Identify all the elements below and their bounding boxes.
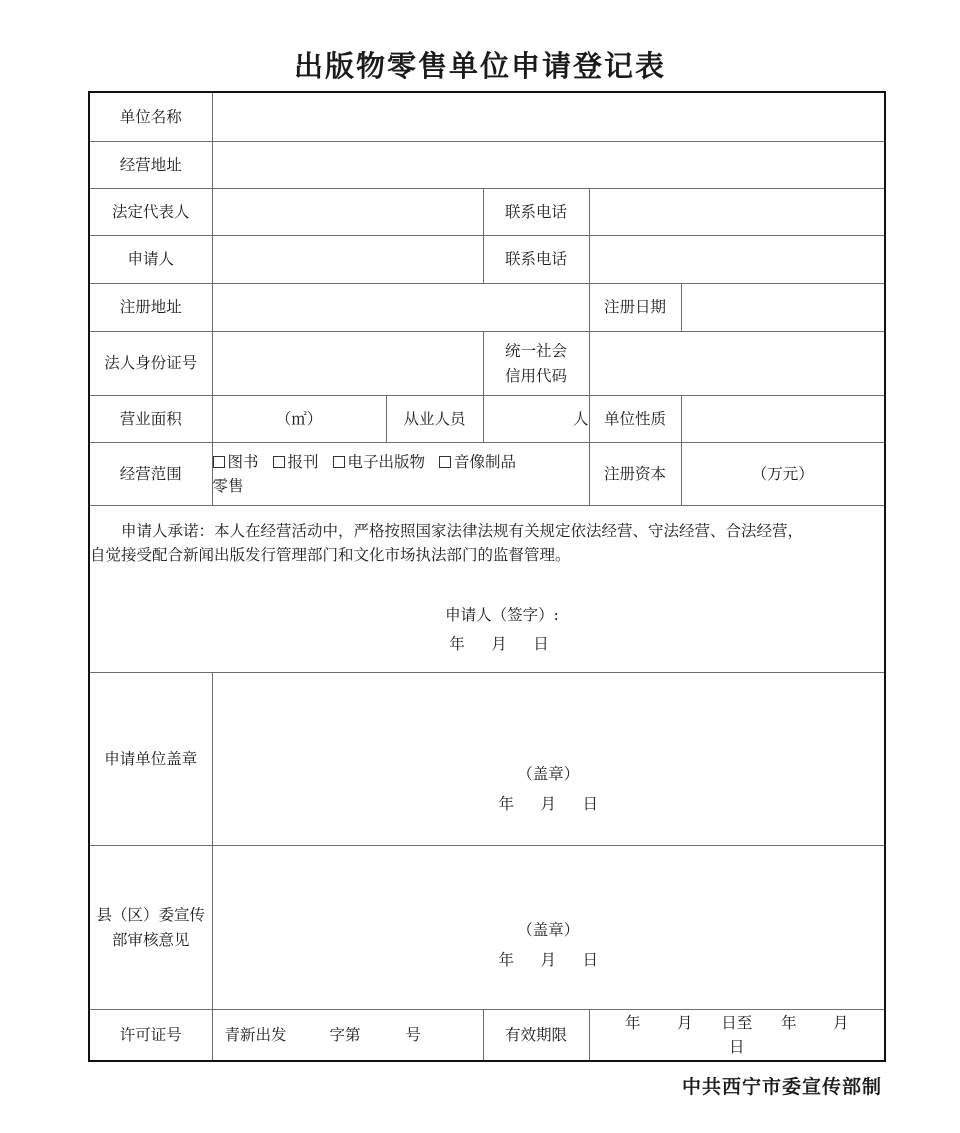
review-opinion-content [213, 846, 885, 1009]
registered-address-label: 注册地址 [89, 284, 212, 332]
date-day-label: 日 [582, 950, 598, 969]
unit-nature-label: 单位性质 [589, 396, 681, 443]
scope-suffix: 零售 [212, 477, 244, 495]
credit-code-label-line1: 统一社会 [504, 342, 567, 361]
registration-date-label: 注册日期 [589, 284, 681, 332]
date-month-label: 月 [491, 635, 507, 654]
table-row-legal-id [89, 332, 885, 396]
checkbox-icon[interactable] [273, 456, 285, 468]
registered-capital-label: 注册资本 [589, 443, 681, 506]
staff-count-unit: 人 [572, 409, 589, 428]
unit-nature-value[interactable] [681, 396, 885, 443]
page-title: 出版物零售单位申请登记表 [293, 49, 666, 83]
date-month-label: 月 [540, 950, 556, 969]
license-number-label: 许可证号 [89, 1010, 212, 1062]
registration-form-table [88, 91, 886, 1062]
scope-option-label: 电子出版物 [347, 452, 426, 471]
date-year-label: 年 [498, 950, 514, 969]
review-opinion-area[interactable] [212, 846, 885, 1010]
license-number-mid: 字第 [329, 1025, 361, 1044]
registered-capital-value[interactable] [681, 443, 885, 506]
date-year-label: 年 [449, 635, 465, 654]
valid-period-month-start: 月 [676, 1013, 693, 1032]
registration-date-value[interactable] [681, 284, 885, 332]
scope-option-label: 图书 [227, 452, 259, 471]
staff-count-label: 从业人员 [386, 396, 483, 443]
license-number-value[interactable] [212, 1010, 483, 1062]
table-row-registered-address [89, 284, 885, 332]
table-row-area-staff [89, 396, 885, 443]
table-row-unit-name [89, 92, 885, 142]
valid-period-label: 有效期限 [483, 1010, 589, 1062]
applicant-seal-area[interactable] [212, 673, 885, 846]
applicant-phone-value[interactable] [589, 236, 885, 284]
business-scope-label: 经营范围 [89, 443, 212, 506]
scope-option-audiovisual[interactable] [439, 453, 516, 471]
table-row-review-opinion [89, 846, 885, 1010]
table-row-business-address [89, 142, 885, 189]
applicant-seal-date[interactable] [485, 790, 611, 819]
table-row-license-number [89, 1010, 885, 1062]
issuing-authority-footer: 中共西宁市委宣传部制 [681, 1076, 882, 1098]
review-seal-date[interactable] [485, 946, 611, 975]
business-address-value[interactable] [212, 142, 885, 189]
unit-name-value[interactable] [212, 92, 885, 142]
business-address-label: 经营地址 [89, 142, 212, 189]
applicant-seal-text: （盖章） [517, 765, 580, 784]
registered-address-value[interactable] [212, 284, 589, 332]
license-number-suffix: 号 [405, 1025, 422, 1044]
credit-code-label [483, 332, 589, 396]
credit-code-label-line2: 信用代码 [504, 366, 567, 385]
table-row-applicant-seal [89, 673, 885, 846]
valid-period-month-end: 月 [832, 1013, 849, 1032]
business-scope-options[interactable] [212, 443, 589, 506]
license-number-prefix: 青新出发 [224, 1025, 287, 1044]
table-row-applicant [89, 236, 885, 284]
applicant-signature-date[interactable] [90, 630, 884, 659]
table-row-legal-representative [89, 189, 885, 236]
table-row-business-scope [89, 443, 885, 506]
applicant-signature-label[interactable]: 申请人（签字）: [445, 605, 559, 624]
scope-option-newspapers[interactable] [273, 453, 319, 471]
registered-capital-unit: （万元） [751, 464, 814, 483]
checkbox-icon[interactable] [439, 456, 451, 468]
applicant-seal-content [213, 673, 885, 845]
business-area-value[interactable] [212, 396, 386, 443]
table-row-commitment [89, 506, 885, 673]
checkbox-icon[interactable] [333, 456, 345, 468]
review-opinion-label-line1: 县（区）委宣传 [96, 906, 205, 925]
business-area-unit: （㎡） [275, 409, 323, 428]
valid-period-year-end: 年 [780, 1013, 797, 1032]
date-day-label: 日 [533, 635, 549, 654]
scope-option-electronic[interactable] [333, 453, 426, 471]
scope-option-books[interactable] [213, 453, 259, 471]
review-seal-text: （盖章） [517, 921, 580, 940]
legal-id-value[interactable] [212, 332, 483, 396]
legal-representative-value[interactable] [212, 189, 483, 236]
review-opinion-label-line2: 部审核意见 [111, 930, 190, 949]
applicant-signature-block [90, 601, 884, 660]
commitment-line-1: 申请人承诺：本人在经营活动中，严格按照国家法律法规有关规定依法经营、守法经营、合法经营， [121, 521, 804, 540]
review-opinion-label [89, 846, 212, 1010]
business-area-label: 营业面积 [89, 396, 212, 443]
legal-representative-phone-value[interactable] [589, 189, 885, 236]
staff-count-value[interactable] [483, 396, 589, 443]
date-month-label: 月 [540, 794, 556, 813]
scope-option-label: 报刊 [287, 452, 319, 471]
applicant-seal-label: 申请单位盖章 [89, 673, 212, 846]
applicant-phone-label: 联系电话 [483, 236, 589, 284]
commitment-block [89, 506, 885, 673]
unit-name-label: 单位名称 [89, 92, 212, 142]
checkbox-icon[interactable] [213, 456, 225, 468]
date-year-label: 年 [498, 794, 514, 813]
legal-representative-label: 法定代表人 [89, 189, 212, 236]
date-day-label: 日 [582, 794, 598, 813]
valid-period-value[interactable] [589, 1010, 885, 1062]
applicant-label: 申请人 [89, 236, 212, 284]
commitment-line-2: 自觉接受配合新闻出版发行管理部门和文化市场执法部门的监督管理。 [90, 545, 571, 564]
valid-period-year-start: 年 [624, 1013, 641, 1032]
valid-period-day-end: 日 [728, 1038, 745, 1056]
credit-code-value[interactable] [589, 332, 885, 396]
valid-period-day-start: 日至 [721, 1013, 753, 1032]
scope-option-label: 音像制品 [454, 452, 517, 471]
legal-id-label: 法人身份证号 [89, 332, 212, 396]
applicant-value[interactable] [212, 236, 483, 284]
legal-representative-phone-label: 联系电话 [483, 189, 589, 236]
